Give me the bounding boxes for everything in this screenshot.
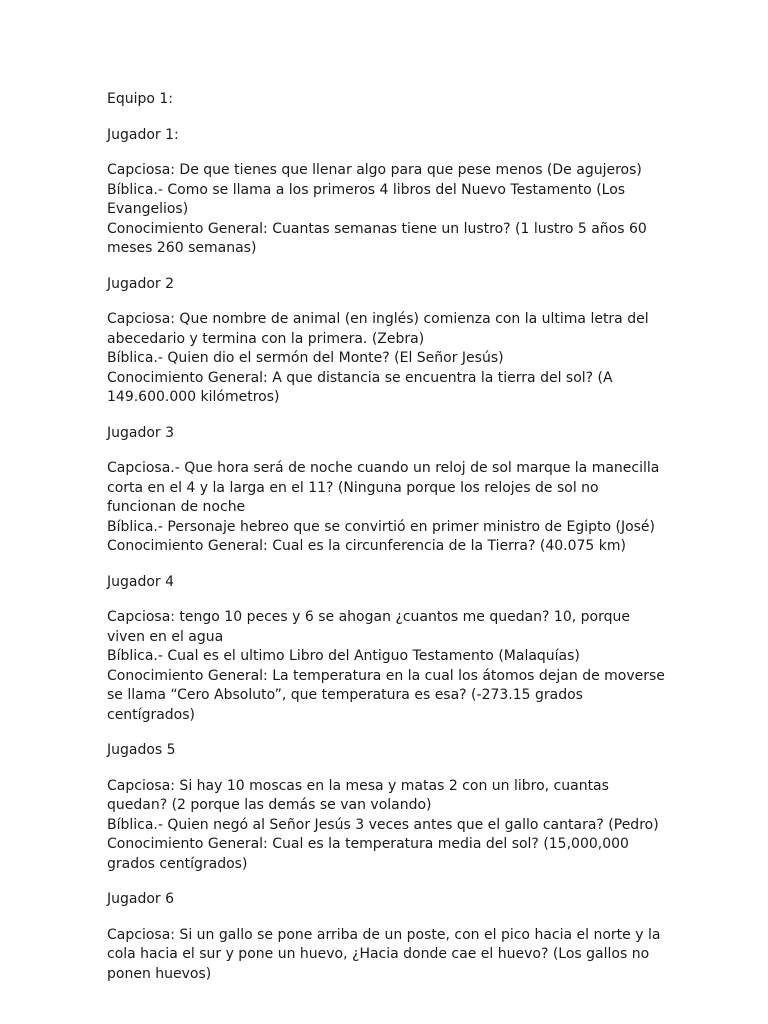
question-biblica: Bíblica.- Personaje hebreo que se convirtió en primer ministro de Egipto (José) bbox=[107, 518, 656, 535]
player-block-3 bbox=[107, 424, 667, 557]
player-block-1 bbox=[107, 126, 667, 259]
question-conocimiento-general: Conocimiento General: Cual es la circunferencia de la Tierra? (40.075 km) bbox=[107, 538, 626, 554]
player-name: Jugador 4 bbox=[107, 573, 175, 590]
player-name: Jugador 3 bbox=[107, 424, 175, 441]
question-capciosa: Capciosa: Si un gallo se pone arriba de un poste, con el pico hacia el norte y la cola hacia el sur y pone un huevo, ¿Hacia donde cae el huevo? (Los gallos no ponen huevos) bbox=[107, 926, 661, 982]
question-capciosa: Capciosa: Que nombre de animal (en inglés) comienza con la ultima letra del abecedario y termina con la primera. (Zebra) bbox=[107, 311, 649, 347]
question-capciosa: Capciosa: tengo 10 peces y 6 se ahogan ¿cuantos me quedan? 10, porque viven en el agua bbox=[107, 609, 630, 645]
question-biblica: Bíblica.- Quien negó al Señor Jesús 3 veces antes que el gallo cantara? (Pedro) bbox=[107, 816, 659, 833]
player-name: Jugador 1: bbox=[107, 126, 179, 143]
question-conocimiento-general: Conocimiento General: Cuantas semanas tiene un lustro? (1 lustro 5 años 60 meses 260 semanas) bbox=[107, 220, 647, 256]
player-name: Jugador 6 bbox=[107, 891, 175, 907]
question-capciosa: Capciosa: De que tienes que llenar algo para que pese menos (De agujeros) bbox=[107, 162, 642, 178]
player-block-5 bbox=[107, 741, 667, 874]
team-heading: Equipo 1: bbox=[107, 91, 174, 107]
question-biblica: Bíblica.- Quien dio el sermón del Monte? (El Señor Jesús) bbox=[107, 350, 504, 366]
question-biblica: Bíblica.- Como se llama a los primeros 4 libros del Nuevo Testamento (Los Evangelios) bbox=[107, 181, 626, 217]
player-name: Jugados 5 bbox=[107, 742, 176, 758]
question-capciosa: Capciosa.- Que hora será de noche cuando un reloj de sol marque la manecilla corta en el 4 y la larga en el 11? (Ninguna porque los relojes de sol no funcionan de noche bbox=[107, 460, 660, 515]
document-page bbox=[107, 90, 667, 1000]
player-block-4 bbox=[107, 573, 667, 726]
question-conocimiento-general: Conocimiento General: A que distancia se encuentra la tierra del sol? (A 149.600.000 kilómetros) bbox=[107, 369, 613, 405]
question-capciosa: Capciosa: Si hay 10 moscas en la mesa y matas 2 con un libro, cuantas quedan? (2 porque las demás se van volando) bbox=[107, 777, 609, 813]
player-block-2 bbox=[107, 275, 667, 408]
question-conocimiento-general: Conocimiento General: La temperatura en la cual los átomos dejan de moverse se llama “Cero Absoluto”, que temperatura es esa? (-273.15 grados centígrados) bbox=[107, 667, 665, 723]
question-biblica: Bíblica.- Cual es el ultimo Libro del Antiguo Testamento (Malaquías) bbox=[107, 648, 580, 664]
question-conocimiento-general: Conocimiento General: Cual es la temperatura media del sol? (15,000,000 grados centígrados) bbox=[107, 836, 629, 872]
player-name: Jugador 2 bbox=[107, 275, 175, 292]
player-block-6 bbox=[107, 890, 667, 984]
